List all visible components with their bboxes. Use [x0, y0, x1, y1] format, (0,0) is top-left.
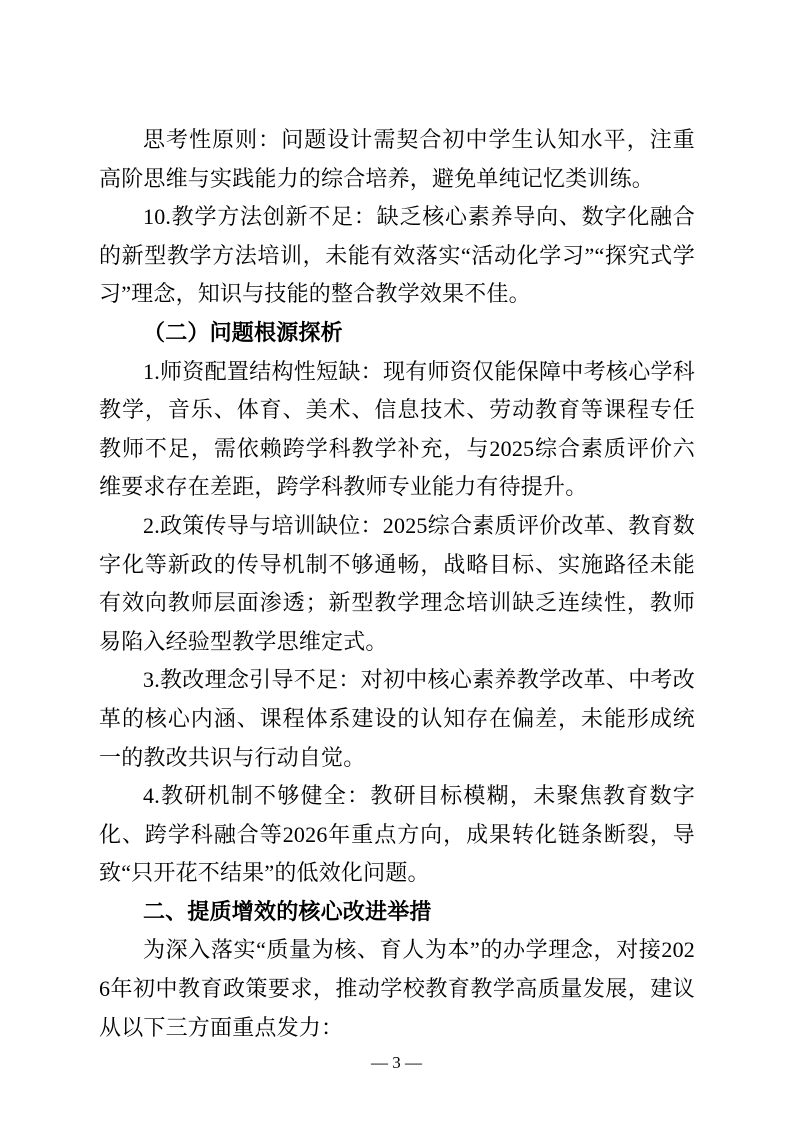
page-number: — 3 —: [371, 1053, 422, 1072]
paragraph-implementation-intro: 为深入落实“质量为核、育人为本”的办学理念，对接2026年初中教育政策要求，推动学校教育教学高质量发展，建议从以下三方面重点发力：: [99, 937, 695, 1040]
section-heading-core-improvement-measures: 二、提质增效的核心改进举措: [143, 898, 432, 924]
document-body: [99, 121, 695, 1047]
paragraph-item-4-research-mechanism: 4.教研机制不够健全：教研目标模糊，未聚焦教育数字化、跨学科融合等2026年重点方向，成果转化链条断裂，导致“只开花不结果”的低效化问题。: [99, 783, 695, 886]
paragraph-item-1-teacher-allocation: 1.师资配置结构性短缺：现有师资仅能保障中考核心学科教学，音乐、体育、美术、信息技术、劳动教育等课程专任教师不足，需依赖跨学科教学补充，与2025综合素质评价六维要求存在差距，跨学科教师专业能力有待提升。: [99, 358, 695, 500]
paragraph-item-2-policy-transmission: 2.政策传导与培训缺位：2025综合素质评价改革、教育数字化等新政的传导机制不够通畅，战略目标、实施路径未能有效向教师层面渗透；新型教学理念培训缺乏连续性，教师易陷入经验型教学思维定式。: [99, 512, 695, 654]
paragraph-item-10-teaching-method: 10.教学方法创新不足：缺乏核心素养导向、数字化融合的新型教学方法培训，未能有效落实“活动化学习”“探究式学习”理念，知识与技能的整合教学效果不佳。: [99, 204, 695, 307]
page-footer: [0, 1052, 793, 1074]
paragraph-item-3-reform-concept: 3.教改理念引导不足：对初中核心素养教学改革、中考改革的核心内涵、课程体系建设的认知存在偏差，未能形成统一的教改共识与行动自觉。: [99, 667, 695, 770]
section-heading-problem-root-analysis: （二）问题根源探析: [143, 319, 343, 345]
paragraph-thinking-principle: 思考性原则：问题设计需契合初中学生认知水平，注重高阶思维与实践能力的综合培养，避免单纯记忆类训练。: [99, 127, 695, 191]
